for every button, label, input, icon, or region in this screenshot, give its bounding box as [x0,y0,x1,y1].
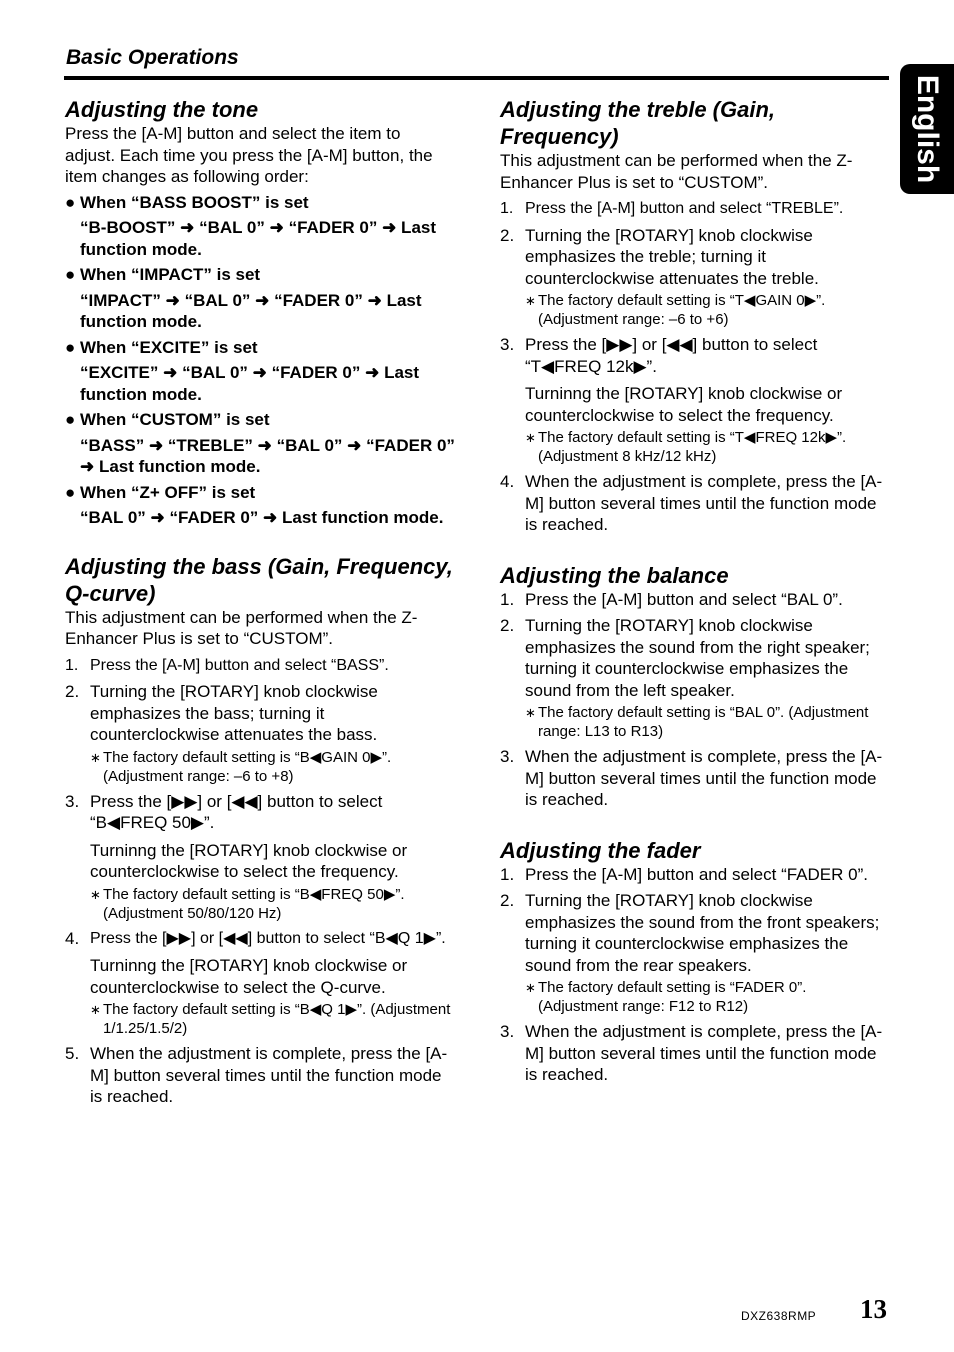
tone-case-sequence: “EXCITE” ➜ “BAL 0” ➜ “FADER 0” ➜ Last function mode. [80,363,420,404]
step-text: Press the [▶▶] or [◀◀] button to select “T◀FREQ 12k▶”. [525,335,818,376]
step-text: Press the [▶▶] or [◀◀] button to select “B◀FREQ 50▶”. [90,791,383,832]
bass-step [65,791,455,923]
balance-step [500,589,890,611]
note-text: The factory default setting is “T◀GAIN 0▶”. (Adjustment range: –6 to +6) [538,292,826,328]
tone-case-label: When “BASS BOOST” is set [80,192,309,212]
note-text: The factory default setting is “T◀FREQ 12k▶”. (Adjustment 8 kHz/12 kHz) [538,429,847,465]
step-number: 3. [65,791,80,811]
tone-case [65,482,455,529]
note-text: The factory default setting is “B◀GAIN 0▶”. (Adjustment range: –6 to +8) [103,748,392,785]
footer-model: DXZ638RMP [741,1309,817,1323]
asterisk-icon: ∗ [525,430,536,445]
fader-step [500,890,890,1016]
bullet-icon: ● [65,265,76,284]
step-subtext: Turninng the [ROTARY] knob clockwise or counterclockwise to select the frequency. [90,840,408,881]
step-number: 1. [500,200,514,217]
asterisk-icon: ∗ [90,749,101,765]
bass-title: Adjusting the bass (Gain, Frequency, Q-curve) [65,553,453,606]
bullet-icon: ● [65,482,76,502]
asterisk-icon: ∗ [525,980,536,995]
bass-step [65,681,455,786]
note-text: The factory default setting is “B◀Q 1▶”. (Adjustment 1/1.25/1.5/2) [103,1001,451,1037]
fader-step [500,1021,890,1086]
default-note [525,291,890,329]
default-note [90,885,455,923]
default-note [525,703,890,741]
bass-step [65,655,455,677]
tone-case [65,264,455,333]
note-text: The factory default setting is “BAL 0”. (Adjustment range: L13 to R13) [538,704,869,740]
tone-case-label: When “Z+ OFF” is set [80,482,256,502]
step-text: Press the [A-M] button and select “TREBLE”. [525,200,844,217]
step-subtext: Turninng the [ROTARY] knob clockwise or counterclockwise to select the Q-curve. [90,956,408,997]
bullet-icon: ● [65,192,76,212]
note-text: The factory default setting is “B◀FREQ 50▶”.(Adjustment 50/80/120 Hz) [103,885,405,922]
right-column [500,96,890,1086]
step-text: When the adjustment is complete, press the [A-M] button several times until the function mode is reached. [525,1022,883,1084]
step-text: Turning the [ROTARY] knob clockwise emphasizes the bass; turning it counterclockwise attenuates the bass. [90,682,378,744]
step-number: 4. [500,472,515,491]
balance-step [500,746,890,811]
fader-title: Adjusting the fader [500,837,701,863]
bass-intro: This adjustment can be performed when the Z-Enhancer Plus is set to “CUSTOM”. [65,607,418,648]
treble-intro: This adjustment can be performed when the Z-Enhancer Plus is set to “CUSTOM”. [500,151,853,192]
step-number: 2. [65,682,80,701]
tone-intro: Press the [A-M] button and select the item to adjust. Each time you press the [A-M] button, the item changes as following order: [65,124,433,186]
step-text: Turning the [ROTARY] knob clockwise emphasizes the sound from the right speaker; turning it counterclockwise emphasizes the sound from the left speaker. [525,616,870,700]
step-number: 3. [500,1022,515,1041]
step-number: 2. [500,891,515,910]
asterisk-icon: ∗ [90,886,101,902]
bullet-icon: ● [65,410,76,429]
tone-case-label: When “EXCITE” is set [80,337,258,357]
tone-case [65,409,455,478]
tone-case-label: When “IMPACT” is set [80,265,261,284]
step-number: 3. [500,747,515,766]
step-number: 5. [65,1044,80,1063]
note-text: The factory default setting is “FADER 0”. (Adjustment range: F12 to R12) [538,979,807,1015]
tone-case-sequence: “B-BOOST” ➜ “BAL 0” ➜ “FADER 0” ➜ Last function mode. [80,218,437,259]
step-text: Press the [A-M] button and select “BAL 0”. [525,589,843,609]
default-note [525,978,890,1016]
step-number: 4. [65,928,80,948]
step-text: When the adjustment is complete, press the [A-M] button several times until the function mode is reached. [525,472,883,534]
page-number: 13 [860,1294,887,1324]
default-note [90,748,455,786]
treble-step [500,198,890,220]
step-text: Press the [A-M] button and select “FADER 0”. [525,864,868,884]
asterisk-icon: ∗ [525,705,536,720]
step-number: 3. [500,335,515,354]
language-tab-label: English [911,74,944,184]
language-tab [900,64,954,194]
treble-step [500,334,890,466]
treble-step [500,225,890,330]
section-header: Basic Operations [66,46,239,69]
treble-title: Adjusting the treble (Gain, Frequency) [500,97,776,149]
step-number: 2. [500,225,515,245]
step-number: 1. [500,864,515,884]
header-divider [64,76,889,80]
default-note [90,1000,455,1038]
step-subtext: Turninng the [ROTARY] knob clockwise or counterclockwise to select the frequency. [525,384,843,425]
bass-step [65,928,455,1039]
bullet-icon: ● [65,337,76,357]
left-column [65,96,455,1108]
tone-case-sequence: “BAL 0” ➜ “FADER 0” ➜ Last function mode. [80,508,444,527]
tone-case [65,192,455,261]
tone-case-label: When “CUSTOM” is set [80,410,270,429]
step-text: Press the [A-M] button and select “BASS”. [90,656,389,674]
tone-title: Adjusting the tone [65,97,259,122]
default-note [525,428,890,466]
balance-step [500,615,890,741]
asterisk-icon: ∗ [90,1002,101,1017]
step-number: 2. [500,616,515,635]
step-text: Press the [▶▶] or [◀◀] button to select “B◀Q 1▶”. [90,929,446,947]
tone-case-sequence: “IMPACT” ➜ “BAL 0” ➜ “FADER 0” ➜ Last function mode. [80,290,422,331]
step-number: 1. [500,589,515,609]
tone-case-sequence: “BASS” ➜ “TREBLE” ➜ “BAL 0” ➜ “FADER 0” ➜ Last function mode. [80,435,455,476]
bass-step [65,1043,455,1108]
step-text: When the adjustment is complete, press the [A-M] button several times until the function mode is reached. [525,747,883,809]
step-text: When the adjustment is complete, press the [A-M] button several times until the function mode is reached. [90,1044,448,1106]
step-text: Turning the [ROTARY] knob clockwise emphasizes the sound from the front speakers; turning it counterclockwise emphasizes the sound from the rear speakers. [525,891,880,975]
step-number: 1. [65,656,79,674]
step-text: Turning the [ROTARY] knob clockwise emphasizes the treble; turning it counterclockwise attenuates the treble. [525,225,819,288]
fader-step [500,864,890,886]
tone-case [65,337,455,406]
treble-step [500,471,890,536]
asterisk-icon: ∗ [525,293,536,308]
balance-title: Adjusting the balance [500,562,729,588]
